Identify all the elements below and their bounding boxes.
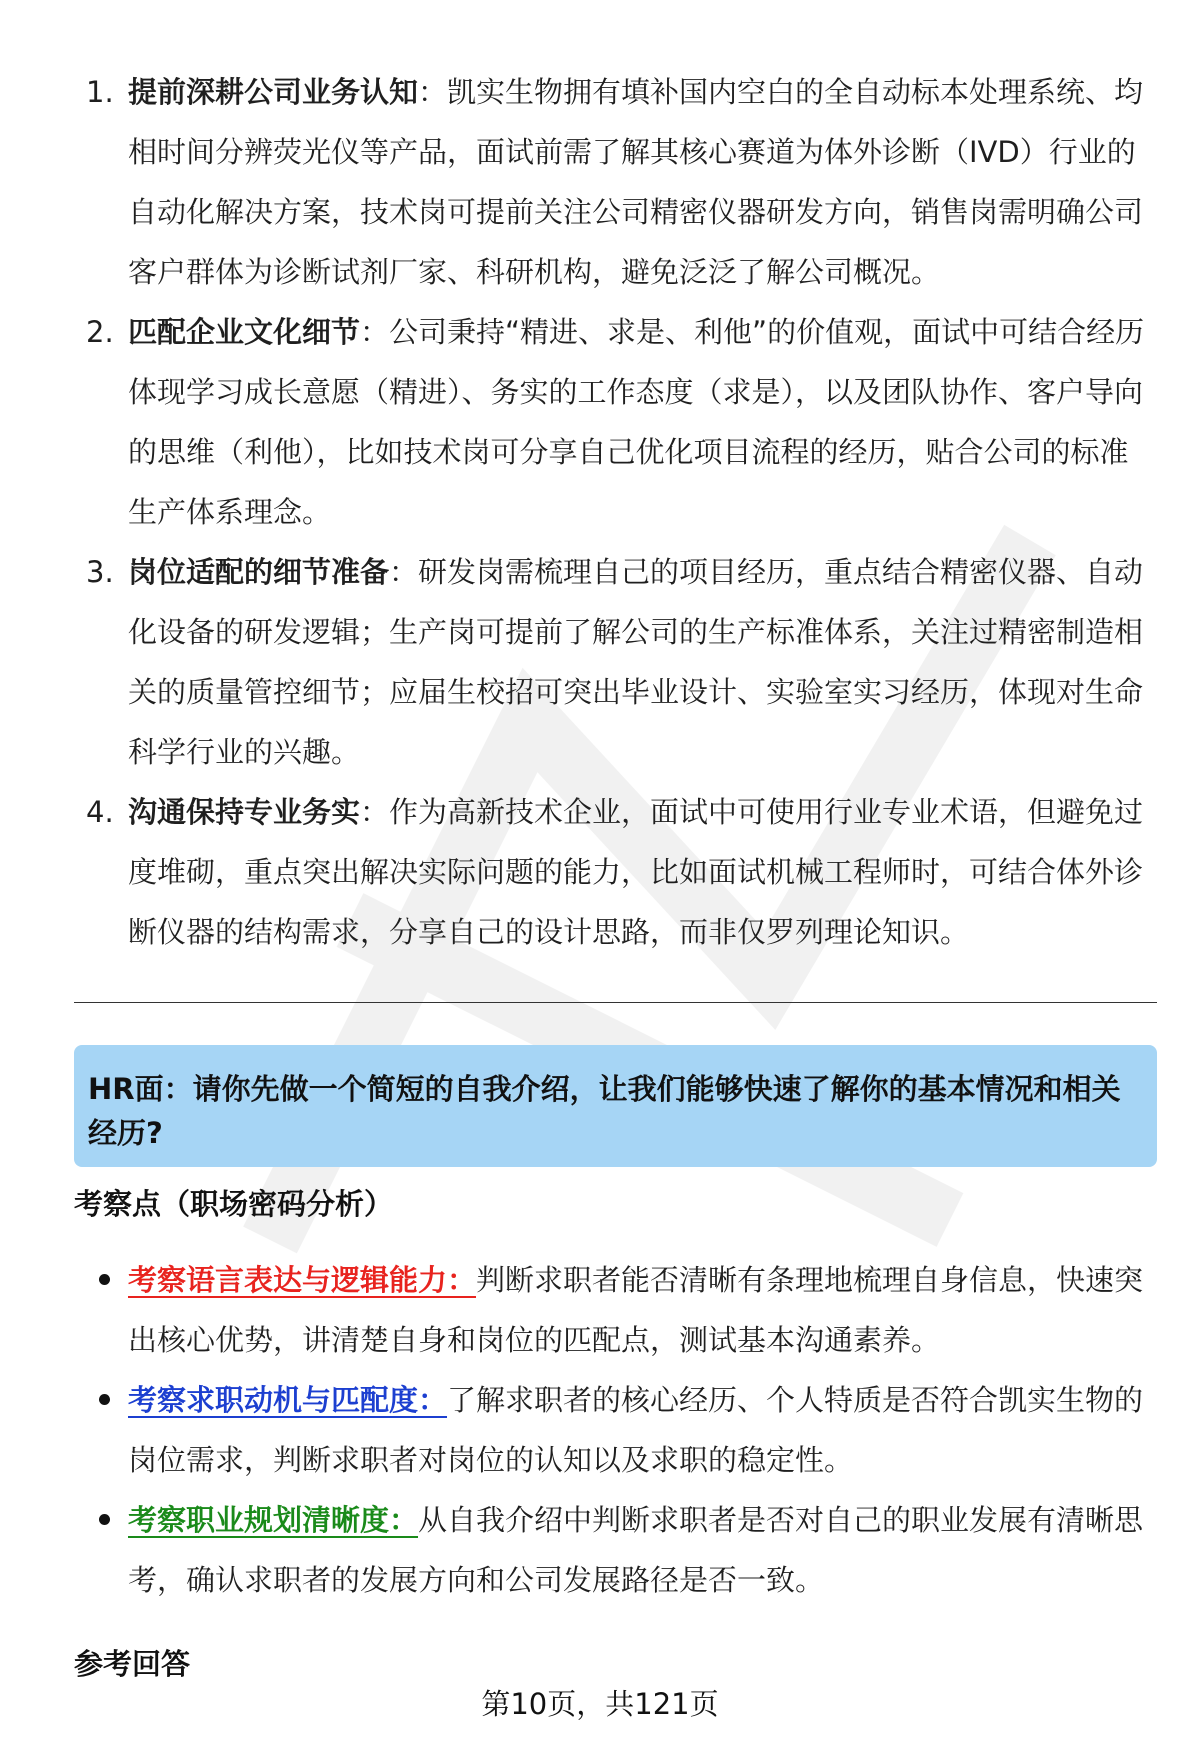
assessment-points-list	[74, 1250, 1164, 1610]
tip-item	[74, 62, 1154, 302]
tip-separator: ：	[360, 315, 390, 349]
tip-title: 沟通保持专业务实	[128, 795, 361, 829]
assessment-point	[74, 1370, 1164, 1490]
tip-item	[74, 782, 1154, 962]
section-divider	[74, 1002, 1157, 1003]
interview-question-box: HR面：请你先做一个简短的自我介绍，让我们能够快速了解你的基本情况和相关经历?	[74, 1045, 1157, 1167]
point-label: 考察求职动机与匹配度：	[128, 1383, 448, 1417]
tip-body: 公司秉持“精进、求是、利他”的价值观，面试中可结合经历体现学习成长意愿（精进）、务实的工作态度（求是），以及团队协作、客户导向的思维（利他），比如技术岗可分享自己优化项目流程的经历，贴合公司的标准生产体系理念。	[128, 315, 1145, 529]
tip-item	[74, 542, 1154, 782]
reference-answer-heading: 参考回答	[74, 1647, 191, 1681]
point-body: 从自我介绍中判断求职者是否对自己的职业发展有清晰思考，确认求职者的发展方向和公司发展路径是否一致。	[128, 1503, 1144, 1597]
point-label: 考察语言表达与逻辑能力：	[128, 1263, 477, 1297]
assessment-point	[74, 1490, 1164, 1610]
tip-separator: ：	[418, 75, 448, 109]
page-number-footer: 第10页，共121页	[481, 1687, 719, 1721]
tip-number: 2.	[86, 315, 114, 349]
bullet-dot	[99, 1514, 110, 1525]
tip-body: 凯实生物拥有填补国内空白的全自动标本处理系统、均相时间分辨荧光仪等产品，面试前需了解其核心赛道为体外诊断（IVD）行业的自动化解决方案，技术岗可提前关注公司精密仪器研发方向，销售岗需明确公司客户群体为诊断试剂厂家、科研机构，避免泛泛了解公司概况。	[128, 75, 1144, 289]
tip-number: 4.	[86, 795, 114, 829]
tip-body: 作为高新技术企业，面试中可使用行业专业术语，但避免过度堆砌，重点突出解决实际问题的能力，比如面试机械工程师时，可结合体外诊断仪器的结构需求，分享自己的设计思路，而非仅罗列理论知识。	[128, 795, 1144, 949]
tips-list	[74, 62, 1154, 962]
tip-title: 匹配企业文化细节	[128, 315, 361, 349]
assessment-point	[74, 1250, 1164, 1370]
tip-item	[74, 302, 1154, 542]
point-label: 考察职业规划清晰度：	[128, 1503, 419, 1537]
tip-title: 提前深耕公司业务认知	[128, 75, 419, 109]
tip-body: 研发岗需梳理自己的项目经历，重点结合精密仪器、自动化设备的研发逻辑；生产岗可提前了解公司的生产标准体系，关注过精密制造相关的质量管控细节；应届生校招可突出毕业设计、实验室实习经历，体现对生命科学行业的兴趣。	[128, 555, 1144, 769]
tip-separator: ：	[389, 555, 419, 589]
point-body: 了解求职者的核心经历、个人特质是否符合凯实生物的岗位需求，判断求职者对岗位的认知以及求职的稳定性。	[128, 1383, 1144, 1477]
point-body: 判断求职者能否清晰有条理地梳理自身信息，快速突出核心优势，讲清楚自身和岗位的匹配点，测试基本沟通素养。	[128, 1263, 1144, 1357]
tip-number: 1.	[86, 75, 114, 109]
bullet-dot	[99, 1274, 110, 1285]
assessment-points-heading: 考察点（职场密码分析）	[74, 1187, 394, 1221]
tip-separator: ：	[360, 795, 390, 829]
bullet-dot	[99, 1394, 110, 1405]
tip-title: 岗位适配的细节准备	[128, 555, 390, 589]
tip-number: 3.	[86, 555, 114, 589]
